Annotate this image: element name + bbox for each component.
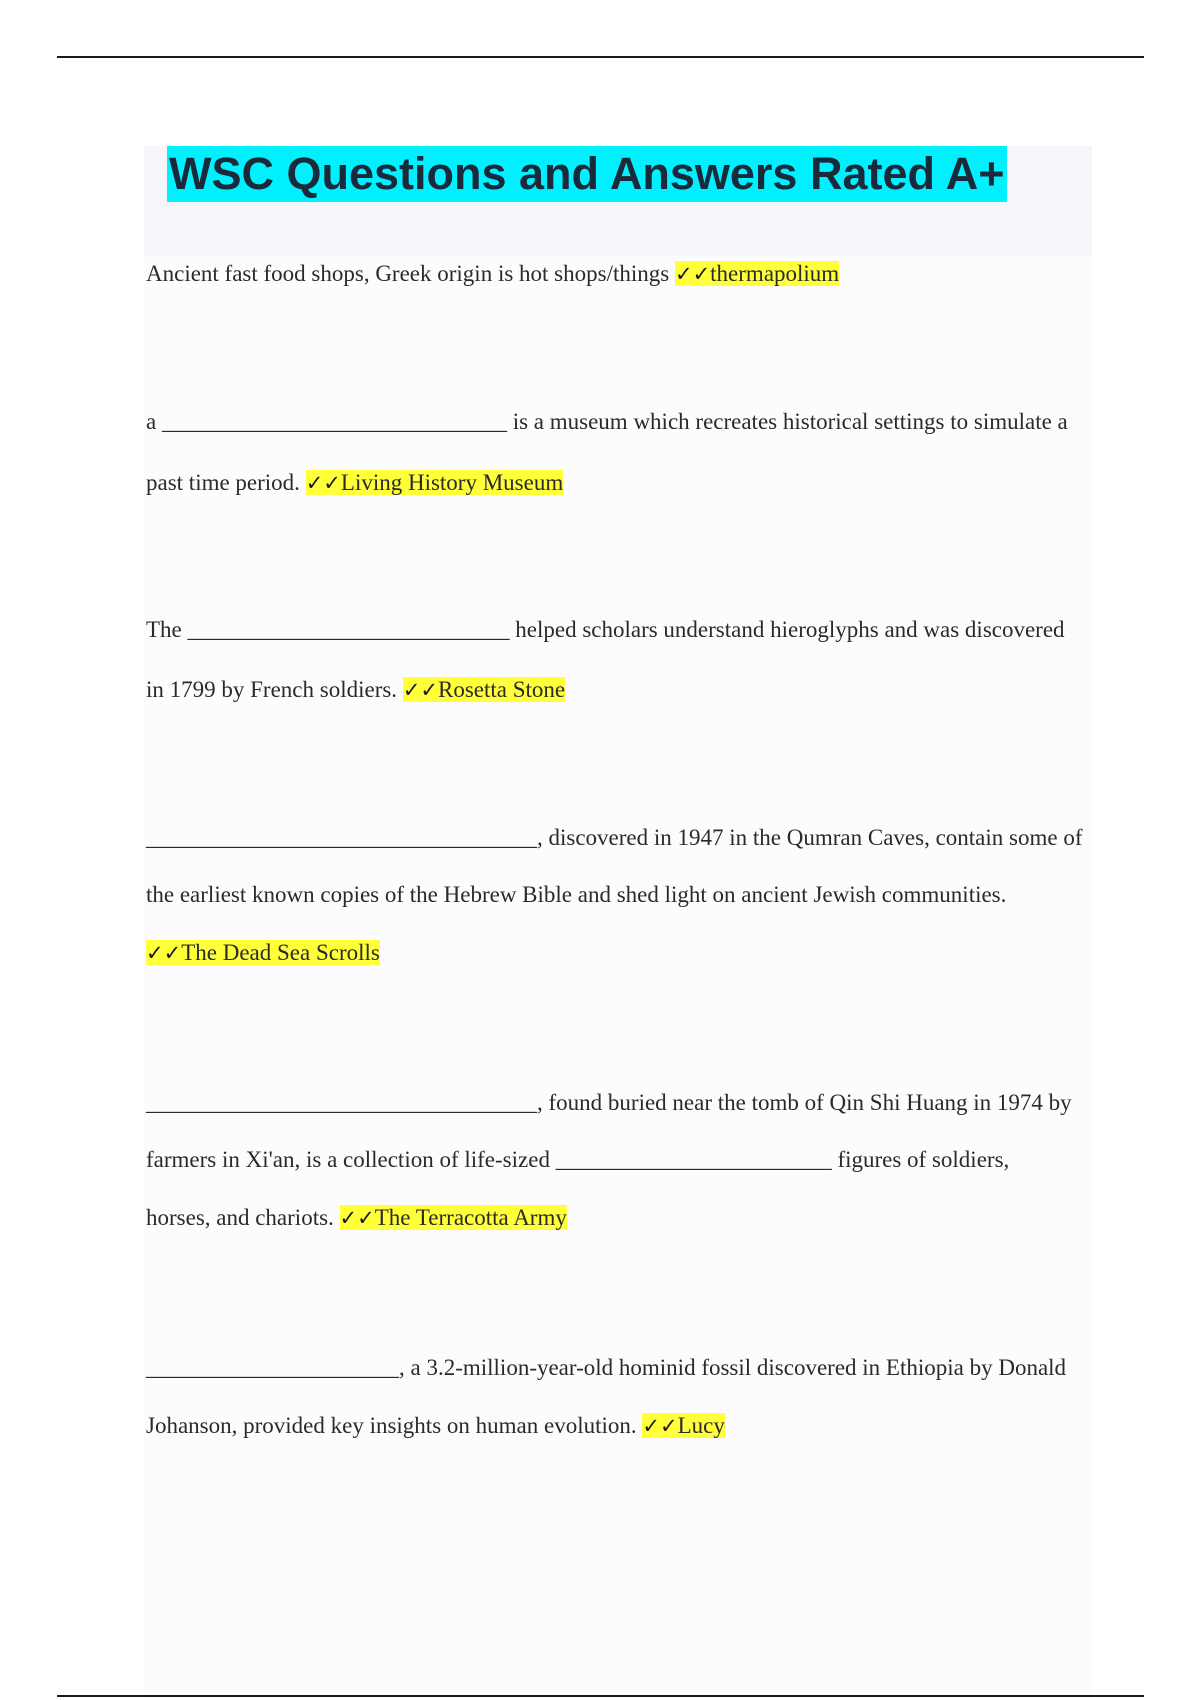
answer-3-text: Rosetta Stone: [438, 677, 566, 702]
question-4-line-1: __________________________________, discovered in 1947 in the Qumran Caves, contain some of: [146, 825, 1083, 850]
answer-1-text: thermapolium: [710, 261, 840, 286]
question-2-line-1: a ______________________________ is a museum which recreates historical settings to simulate a: [146, 409, 1068, 434]
question-6-line-2: [146, 1410, 725, 1442]
check-icon: ✓✓: [339, 1206, 375, 1230]
answer-6-text: Lucy: [677, 1413, 725, 1438]
question-3-line-1: The ____________________________ helped scholars understand hieroglyphs and was discovered: [146, 617, 1065, 642]
answer-5: [340, 1205, 567, 1230]
question-4-line-3: [146, 937, 380, 969]
answer-5-text: The Terracotta Army: [374, 1205, 567, 1230]
answer-2-text: Living History Museum: [340, 470, 564, 495]
check-icon: ✓✓: [674, 262, 711, 286]
question-1-line-1: [146, 258, 839, 290]
question-5-line-3: [146, 1202, 567, 1234]
page-title: WSC Questions and Answers Rated A+: [167, 146, 1007, 202]
question-3-line-2: [146, 674, 565, 706]
header-rule: [57, 56, 1144, 58]
question-3-text: in 1799 by French soldiers.: [146, 677, 403, 702]
question-5-line-2: farmers in Xi'an, is a collection of life-sized ________________________ figures of soldiers,: [146, 1147, 1010, 1172]
question-6-text: Johanson, provided key insights on human evolution.: [146, 1413, 643, 1438]
check-icon: ✓✓: [642, 1414, 678, 1438]
question-5-line-1: __________________________________, found buried near the tomb of Qin Shi Huang in 1974 by: [146, 1090, 1072, 1115]
check-icon: ✓✓: [305, 471, 341, 495]
answer-4-text: The Dead Sea Scrolls: [181, 940, 380, 965]
question-6-line-1: ______________________, a 3.2-million-year-old hominid fossil discovered in Ethiopia by Donald: [146, 1355, 1067, 1380]
footer-rule: [57, 1695, 1144, 1697]
check-icon: ✓✓: [402, 678, 439, 702]
answer-4: [146, 940, 380, 965]
answer-2: [306, 470, 564, 495]
question-5-text: horses, and chariots.: [146, 1205, 340, 1230]
question-2-line-2: [146, 467, 563, 499]
check-icon: ✓✓: [146, 941, 182, 965]
answer-1: [675, 261, 839, 286]
question-4-line-2: the earliest known copies of the Hebrew Bible and shed light on ancient Jewish communities.: [146, 882, 1007, 907]
question-1-text: Ancient fast food shops, Greek origin is hot shops/things: [146, 261, 675, 286]
content-panel: [144, 146, 1092, 1700]
answer-3: [403, 677, 565, 702]
question-2-text: past time period.: [146, 470, 306, 495]
answer-6: [642, 1413, 724, 1438]
